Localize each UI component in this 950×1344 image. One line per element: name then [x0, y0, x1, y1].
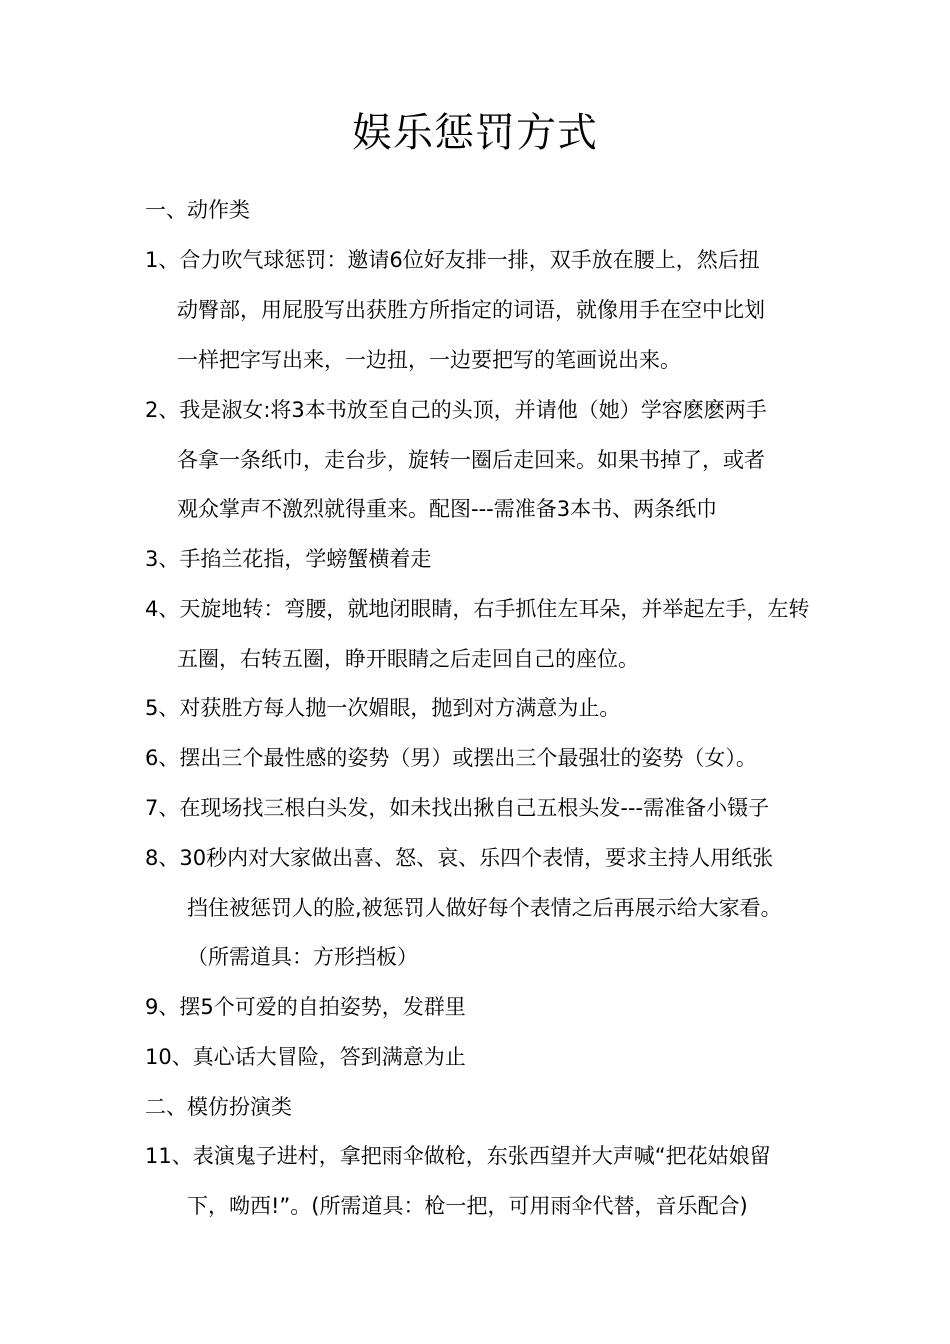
list-item-1-line-2: 动臀部，用屁股写出获胜方所指定的词语，就像用手在空中比划: [177, 298, 765, 322]
list-item-2-line-3: 观众掌声不激烈就得重来。配图---需准备3本书、两条纸巾: [177, 497, 718, 521]
list-item-5: 5、对获胜方每人抛一次媚眼，抛到对方满意为止。: [145, 696, 621, 720]
section-heading-actions: 一、动作类: [145, 198, 250, 222]
list-item-6: 6、摆出三个最性感的姿势（男）或摆出三个最强壮的姿势（女）。: [145, 746, 757, 770]
list-item-1-line-3: 一样把字写出来，一边扭，一边要把写的笔画说出来。: [177, 348, 681, 372]
list-item-11-line-2: 下，呦西!”。(所需道具：枪一把，可用雨伞代替，音乐配合): [187, 1194, 748, 1218]
list-item-3: 3、手掐兰花指，学螃蟹横着走: [145, 547, 432, 571]
section-heading-imitation: 二、模仿扮演类: [145, 1095, 292, 1119]
list-item-8-line-1: 8、30秒内对大家做出喜、怒、哀、乐四个表情，要求主持人用纸张: [145, 846, 774, 870]
list-item-4-line-1: 4、天旋地转：弯腰，就地闭眼睛，右手抓住左耳朵，并举起左手，左转: [145, 597, 810, 621]
list-item-8-line-3: （所需道具：方形挡板）: [187, 945, 418, 969]
list-item-2-line-1: 2、我是淑女:将3本书放至自己的头顶，并请他（她）学容麽麽两手: [145, 398, 767, 422]
list-item-10: 10、真心话大冒险，答到满意为止: [145, 1045, 466, 1069]
list-item-4-line-2: 五圈，右转五圈，睁开眼睛之后走回自己的座位。: [177, 647, 639, 671]
list-item-8-line-2: 挡住被惩罚人的脸,被惩罚人做好每个表情之后再展示给大家看。: [187, 896, 782, 920]
list-item-7: 7、在现场找三根白头发，如未找出揪自己五根头发---需准备小镊子: [145, 796, 770, 820]
document-title: 娱乐惩罚方式: [352, 110, 598, 156]
list-item-11-line-1: 11、表演鬼子进村，拿把雨伞做枪，东张西望并大声喊“把花姑娘留: [145, 1144, 771, 1168]
list-item-1-line-1: 1、合力吹气球惩罚：邀请6位好友排一排，双手放在腰上，然后扭: [145, 248, 760, 272]
list-item-9: 9、摆5个可爱的自拍姿势，发群里: [145, 995, 466, 1019]
list-item-2-line-2: 各拿一条纸巾，走台步，旋转一圈后走回来。如果书掉了，或者: [177, 448, 765, 472]
